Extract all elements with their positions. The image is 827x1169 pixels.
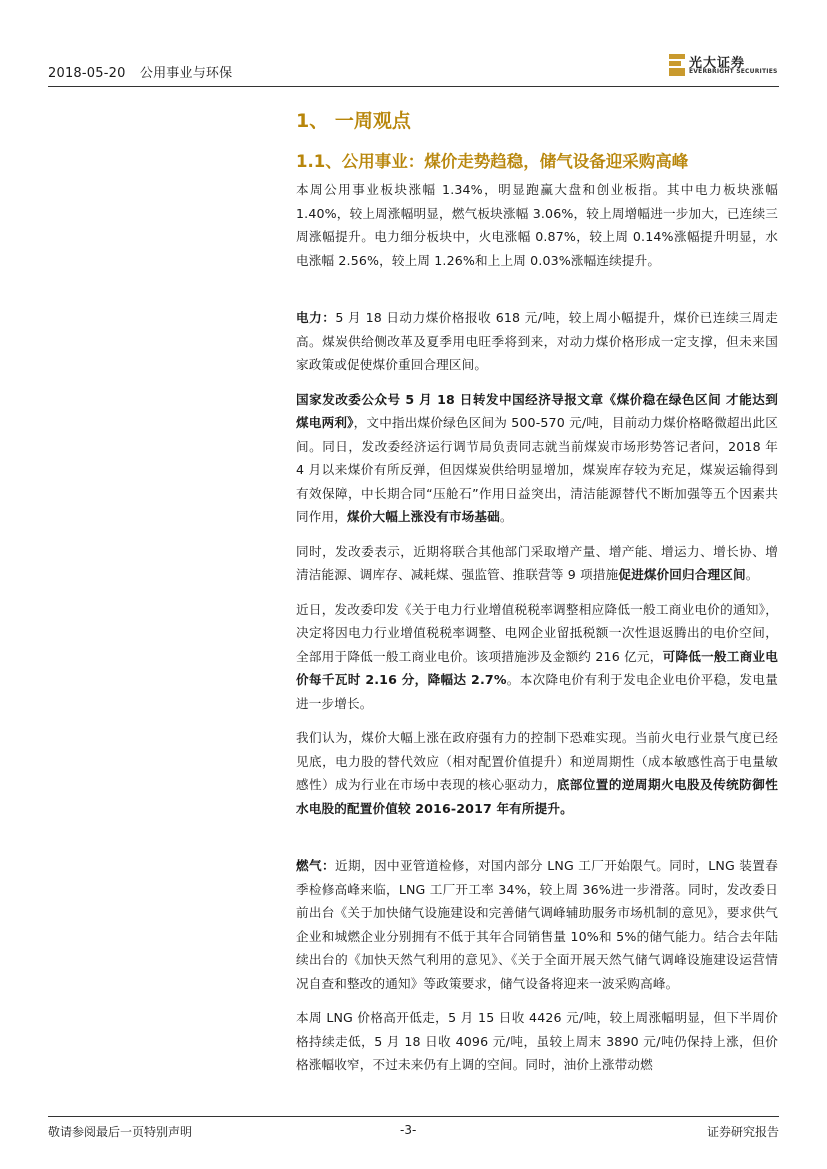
report-date: 2018-05-20 [48,66,126,81]
report-category: 公用事业与环保 [139,66,233,81]
gas-lead: 燃气： [296,858,335,873]
paragraph-electricity-price: 近日，发改委印发《关于电力行业增值税税率调整相应降低一般工商业电价的通知》，决定将因电力行业增值税税率调整、电网企业留抵税额一次性退返腾出的电价空间，全部用于降低一般工商业电价。该项措施涉及金额约 216 亿元，可降低一般工商业电价每千瓦时 2.16 分，降幅达 2.7%。本次降电价有利于发电企业电价平稳，发电量进一步增长。 [296,601,778,711]
footer-doc-type: 证券研究报告 [706,1125,779,1139]
footer-disclaimer: 敬请参阅最后一页特别声明 [48,1125,193,1139]
everbright-logo [669,52,779,80]
paragraph-our-view: 我们认为，煤价大幅上涨在政府强有力的控制下恐难实现。当前火电行业景气度已经见底，电力股的替代效应（相对配置价值提升）和逆周期性（成本敏感性高于电量敏感性）成为行业在市场中表现的核心驱动力，底部位置的逆周期火电股及传统防御性水电股的配置价值较 2016-2017 年有所提升。 [296,730,778,816]
page-number: -3- [400,1123,417,1137]
main-content [296,102,778,1077]
paragraph-ndrc-measures: 同时，发改委表示，近期将联合其他部门采取增产量、增产能、增运力、增长协、增清洁能源、调库存、减耗煤、强监管、推联营等 9 项措施促进煤价回归合理区间。 [296,543,778,582]
footer-divider [48,1116,779,1117]
paragraph-market-summary: 本周公用事业板块涨幅 1.34%，明显跑赢大盘和创业板指。其中电力板块涨幅 1.40%，较上周涨幅明显，燃气板块涨幅 3.06%，较上周增幅进一步加大，已连续三周涨幅提升。电力细分板块中，火电涨幅 0.87%，较上周 0.14%涨幅提升明显，水电涨幅 2.56%，较上周 1.26%和上上周 0.03%涨幅连续提升。 [296,182,778,268]
logo-mark-icon [669,54,685,76]
paragraph-lng-price: 本周 LNG 价格高开低走，5 月 15 日收 4426 元/吨，较上周涨幅明显，但下半周价格持续走低，5 月 18 日收 4096 元/吨，虽较上周末 3890 元/吨仍保持上涨，但价格涨幅收窄，不过未来仍有上调的空间。同时，油价上涨带动燃 [296,1010,778,1072]
power-lead: 电力： [296,310,336,325]
logo-text-cn: 光大证券 [689,56,746,71]
paragraph-ndrc-article: 国家发改委公众号 5 月 18 日转发中国经济导报文章《煤价稳在绿色区间 才能达到煤电两利》，文中指出煤价绿色区间为 500-570 元/吨，目前动力煤价格略微超出此区间。同日，发改委经济运行调节局负责同志就当前煤炭市场形势答记者问，2018 年 4 月以来煤价有所反弹，但因煤炭供给明显增加，煤炭库存较为充足，煤炭运输得到有效保障，中长期合同“压舱石”作用日益突出，清洁能源替代不断加强等五个因素共同作用，煤价大幅上涨没有市场基础。 [296,391,778,524]
paragraph-gas: 燃气：近期，因中亚管道检修，对国内部分 LNG 工厂开始限气。同时，LNG 装置春季检修高峰来临，LNG 工厂开工率 34%，较上周 36%进一步滑落。同时，发改委日前出台《关于加快储气设施建设和完善储气调峰辅助服务市场机制的意见》，要求供气企业和城燃企业分别拥有不低于其年合同销售量 10%和 5%的储气能力。结合去年陆续出台的《加快天然气利用的意见》、《关于全面开展天然气储气调峰设施建设运营情况自查和整改的通知》等政策要求，储气设备将迎来一波采购高峰。 [296,858,778,991]
paragraph-power: 电力：5 月 18 日动力煤价格报收 618 元/吨，较上周小幅提升，煤价已连续三周走高。煤炭供给侧改革及夏季用电旺季将到来，对动力煤价格形成一定支撑，但未来国家政策或促使煤价重回合理区间。 [296,310,779,372]
subsection-title: 1.1、公用事业：煤价走势趋稳，储气设备迎采购高峰 [296,152,689,171]
header-divider [48,86,779,87]
logo-text-en: EVERBRIGHT SECURITIES [689,68,778,75]
page-header [48,62,242,81]
section-title: 1、 一周观点 [296,110,411,132]
